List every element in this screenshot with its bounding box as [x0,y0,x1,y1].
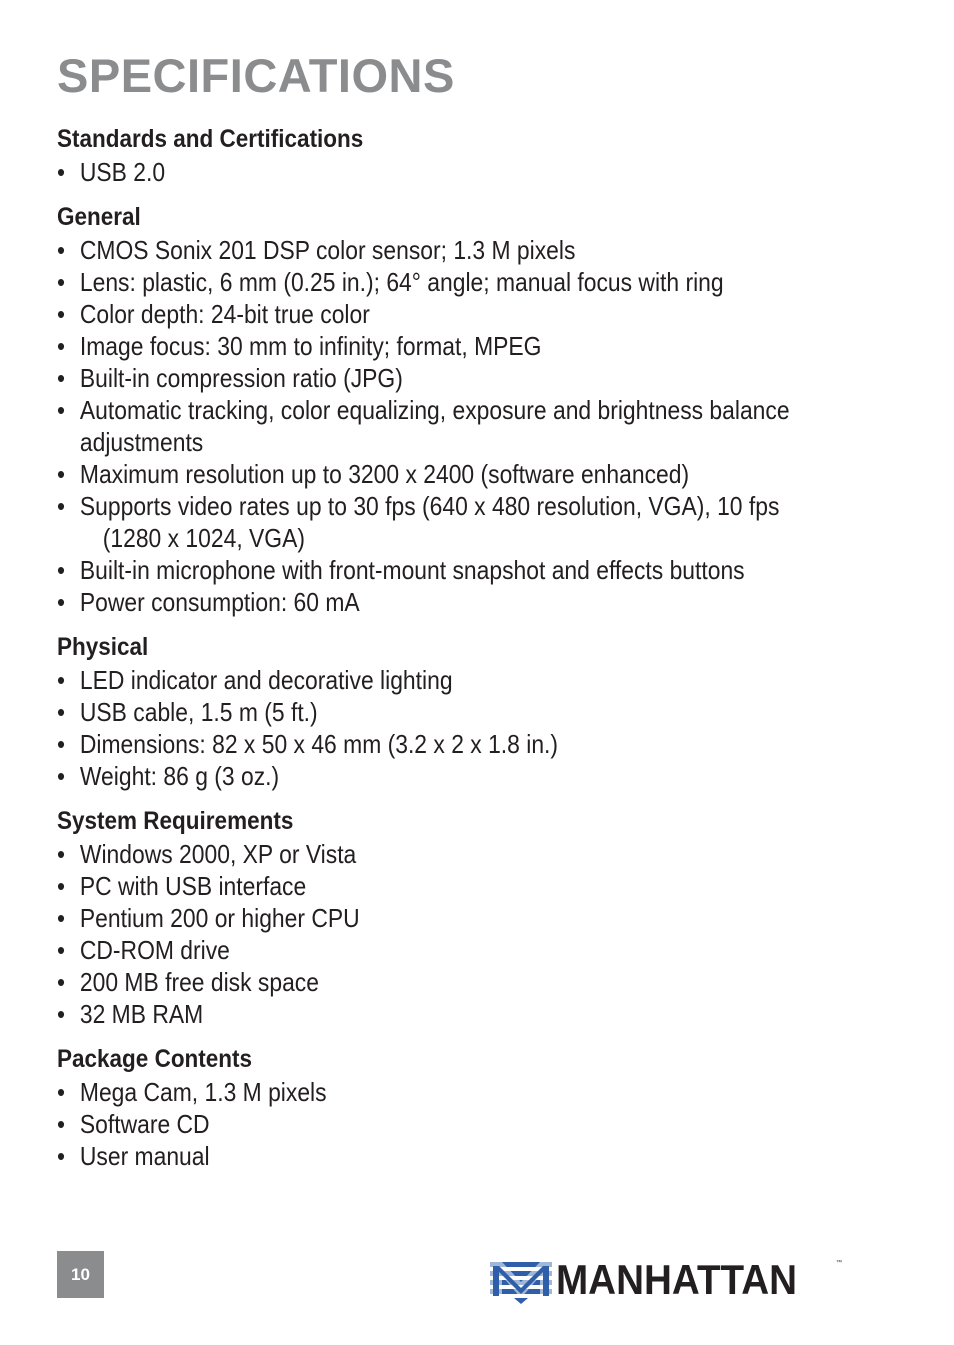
list-item [57,902,840,934]
item-text: Maximum resolution up to 3200 x 2400 (software enhanced) [79,459,690,489]
item-text-continuation: (1280 x 1024, VGA) [102,523,305,553]
item-text: 32 MB RAM [79,999,204,1029]
list-item [57,696,840,728]
bullet-icon: • [57,235,66,265]
item-text: 200 MB free disk space [79,967,319,997]
item-text: LED indicator and decorative lighting [79,665,453,695]
logo-wordmark: MANHATTAN [556,1256,798,1303]
item-text: Dimensions: 82 x 50 x 46 mm (3.2 x 2 x 1.8 in.) [79,729,559,759]
list-item [57,554,840,586]
spec-section [57,122,857,188]
item-text: User manual [79,1141,210,1171]
item-text: Supports video rates up to 30 fps (640 x 480 resolution, VGA), 10 fps [79,491,780,521]
spec-section [57,630,857,792]
list-item [57,156,840,188]
page-number: 10 [57,1251,104,1298]
bullet-icon: • [57,363,66,393]
bullet-icon: • [57,299,66,329]
item-text: Mega Cam, 1.3 M pixels [79,1077,327,1107]
list-item [57,234,840,266]
list-item [57,838,840,870]
bullet-icon: • [57,935,66,965]
list-item [57,1140,840,1172]
list-item [57,394,840,458]
item-text: PC with USB interface [79,871,307,901]
item-text: CD-ROM drive [79,935,230,965]
bullet-icon: • [57,967,66,997]
item-text: Windows 2000, XP or Vista [79,839,357,869]
item-text: Automatic tracking, color equalizing, exposure and brightness balance [79,395,790,425]
bullet-icon: • [57,839,66,869]
section-heading: General [57,203,141,231]
list-item [57,266,840,298]
section-heading: Package Contents [57,1045,253,1073]
bullet-icon: • [57,903,66,933]
bullet-icon: • [57,999,66,1029]
list-item [57,966,840,998]
bullet-icon: • [57,697,66,727]
bullet-icon: • [57,665,66,695]
list-item [57,490,840,554]
spec-list [57,156,857,188]
manhattan-logo-icon [490,1258,552,1304]
list-item [57,458,840,490]
manhattan-logo [490,1258,845,1304]
bullet-icon: • [57,157,66,187]
item-text: CMOS Sonix 201 DSP color sensor; 1.3 M pixels [79,235,576,265]
bullet-icon: • [57,1109,66,1139]
specifications-content [57,122,857,1184]
spec-list [57,1076,857,1172]
list-item [57,760,840,792]
spec-list [57,664,857,792]
spec-section [57,200,857,618]
bullet-icon: • [57,267,66,297]
list-item [57,362,840,394]
section-heading: System Requirements [57,807,294,835]
item-text: Power consumption: 60 mA [79,587,360,617]
item-text: Weight: 86 g (3 oz.) [79,761,280,791]
bullet-icon: • [57,1077,66,1107]
bullet-icon: • [57,871,66,901]
list-item [57,1108,840,1140]
bullet-icon: • [57,729,66,759]
list-item [57,298,840,330]
item-text: USB cable, 1.5 m (5 ft.) [79,697,318,727]
item-text: Built-in compression ratio (JPG) [79,363,403,393]
spec-list [57,234,857,618]
bullet-icon: • [57,491,66,521]
bullet-icon: • [57,1141,66,1171]
spec-list [57,838,857,1030]
page-title: SPECIFICATIONS [57,49,455,102]
list-item [57,934,840,966]
list-item [57,728,840,760]
item-text: Lens: plastic, 6 mm (0.25 in.); 64° angle; manual focus with ring [79,267,724,297]
section-heading: Standards and Certifications [57,125,364,153]
bullet-icon: • [57,331,66,361]
bullet-icon: • [57,459,66,489]
bullet-icon: • [57,555,66,585]
item-text: Software CD [79,1109,210,1139]
trademark-symbol: ™ [836,1260,842,1266]
bullet-icon: • [57,587,66,617]
item-text: Image focus: 30 mm to infinity; format, MPEG [79,331,542,361]
list-item [57,664,840,696]
item-text: Color depth: 24-bit true color [79,299,370,329]
item-text: Built-in microphone with front-mount snapshot and effects buttons [79,555,745,585]
item-text-continuation: adjustments [79,427,204,457]
list-item [57,870,840,902]
list-item [57,1076,840,1108]
item-text: USB 2.0 [79,157,166,187]
list-item [57,586,840,618]
list-item [57,330,840,362]
bullet-icon: • [57,761,66,791]
item-text: Pentium 200 or higher CPU [79,903,360,933]
spec-section [57,1042,857,1172]
bullet-icon: • [57,395,66,425]
spec-section [57,804,857,1030]
list-item [57,998,840,1030]
section-heading: Physical [57,633,149,661]
